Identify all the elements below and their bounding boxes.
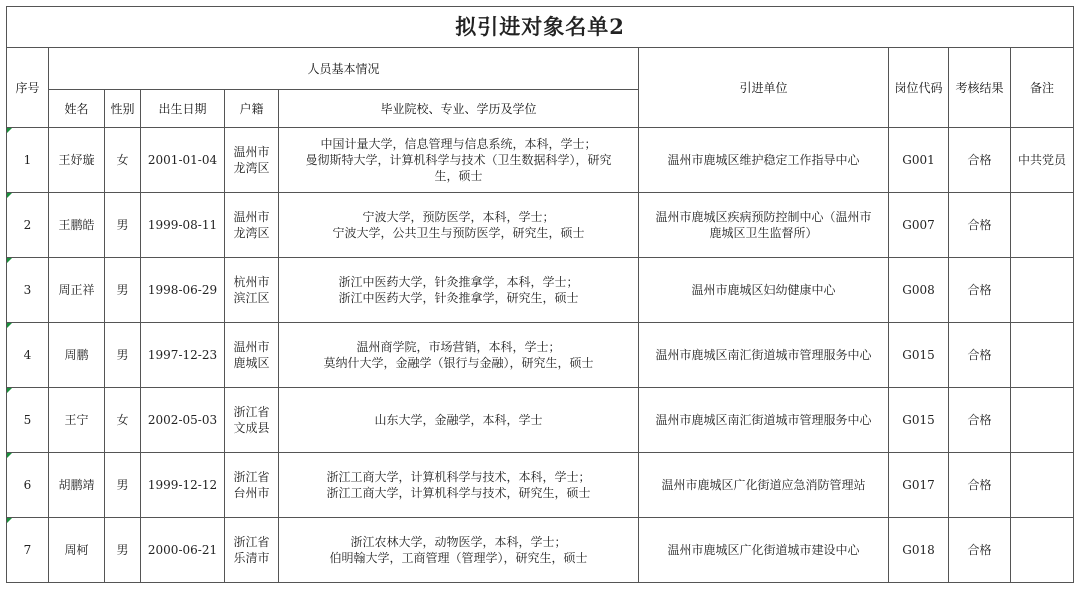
unit-cell bbox=[639, 193, 889, 258]
gender-cell: 男 bbox=[105, 518, 141, 583]
hukou-cell-line: 杭州市 bbox=[233, 275, 270, 289]
education-cell-line: 莫纳什大学，金融学（银行与金融），研究生，硕士 bbox=[323, 356, 594, 370]
post-code-cell: G017 bbox=[889, 453, 949, 518]
hukou-cell-line: 龙湾区 bbox=[233, 226, 270, 240]
table-row bbox=[7, 453, 1074, 518]
post-code-cell: G018 bbox=[889, 518, 949, 583]
education-cell-line: 曼彻斯特大学，计算机科学与技术（卫生数据科学），研究 bbox=[305, 153, 612, 167]
result-cell: 合格 bbox=[949, 128, 1011, 193]
header-education: 毕业院校、专业、学历及学位 bbox=[279, 90, 639, 128]
result-cell: 合格 bbox=[949, 518, 1011, 583]
header-post-code: 岗位代码 bbox=[889, 48, 949, 128]
hukou-cell-line: 龙湾区 bbox=[233, 161, 270, 175]
unit-cell-line: 温州市鹿城区南汇街道城市管理服务中心 bbox=[655, 413, 872, 427]
hukou-cell-line: 浙江省 bbox=[233, 405, 270, 419]
hukou-cell bbox=[225, 128, 279, 193]
unit-cell bbox=[639, 323, 889, 388]
post-code-cell: G001 bbox=[889, 128, 949, 193]
name-cell: 周柯 bbox=[49, 518, 105, 583]
candidate-table bbox=[6, 6, 1074, 583]
birth-date-cell: 2000-06-21 bbox=[141, 518, 225, 583]
education-cell bbox=[279, 258, 639, 323]
education-cell bbox=[279, 518, 639, 583]
education-cell bbox=[279, 128, 639, 193]
hukou-cell-line: 浙江省 bbox=[233, 470, 270, 484]
unit-cell bbox=[639, 128, 889, 193]
post-code-cell: G015 bbox=[889, 323, 949, 388]
hukou-cell bbox=[225, 193, 279, 258]
birth-date-cell: 1999-08-11 bbox=[141, 193, 225, 258]
unit-cell bbox=[639, 388, 889, 453]
name-cell: 周鹏 bbox=[49, 323, 105, 388]
education-cell-line: 伯明翰大学，工商管理（管理学），研究生，硕士 bbox=[329, 551, 588, 565]
hukou-cell bbox=[225, 388, 279, 453]
gender-cell: 女 bbox=[105, 388, 141, 453]
remark-cell bbox=[1011, 453, 1074, 518]
unit-cell-line: 鹿城区卫生监督所） bbox=[709, 226, 818, 240]
post-code-cell: G007 bbox=[889, 193, 949, 258]
seq-cell: 7 bbox=[7, 518, 49, 583]
unit-cell bbox=[639, 258, 889, 323]
hukou-cell bbox=[225, 258, 279, 323]
spreadsheet-document bbox=[6, 6, 1073, 593]
education-cell-line: 中国计量大学，信息管理与信息系统，本科，学士； bbox=[320, 137, 597, 151]
post-code-cell: G015 bbox=[889, 388, 949, 453]
birth-date-cell: 2002-05-03 bbox=[141, 388, 225, 453]
education-cell-line: 浙江中医药大学，针灸推拿学，本科，学士； bbox=[338, 275, 579, 289]
unit-cell bbox=[639, 518, 889, 583]
education-cell-line: 浙江中医药大学，针灸推拿学，研究生，硕士 bbox=[338, 291, 579, 305]
remark-cell: 中共党员 bbox=[1011, 128, 1074, 193]
birth-date-cell: 1998-06-29 bbox=[141, 258, 225, 323]
result-cell: 合格 bbox=[949, 453, 1011, 518]
table-row bbox=[7, 323, 1074, 388]
remark-cell bbox=[1011, 323, 1074, 388]
header-unit: 引进单位 bbox=[639, 48, 889, 128]
table-row bbox=[7, 128, 1074, 193]
name-cell: 胡鹏靖 bbox=[49, 453, 105, 518]
unit-cell-line: 温州市鹿城区广化街道应急消防管理站 bbox=[661, 478, 866, 492]
seq-cell: 2 bbox=[7, 193, 49, 258]
header-basic-info: 人员基本情况 bbox=[49, 48, 639, 90]
remark-cell bbox=[1011, 193, 1074, 258]
table-row bbox=[7, 518, 1074, 583]
education-cell bbox=[279, 323, 639, 388]
table-row bbox=[7, 258, 1074, 323]
hukou-cell bbox=[225, 453, 279, 518]
seq-cell: 1 bbox=[7, 128, 49, 193]
education-cell bbox=[279, 453, 639, 518]
header-remark: 备注 bbox=[1011, 48, 1074, 128]
seq-cell: 4 bbox=[7, 323, 49, 388]
unit-cell-line: 温州市鹿城区疾病预防控制中心（温州市 bbox=[655, 210, 872, 224]
unit-cell-line: 温州市鹿城区维护稳定工作指导中心 bbox=[667, 153, 860, 167]
birth-date-cell: 2001-01-04 bbox=[141, 128, 225, 193]
remark-cell bbox=[1011, 388, 1074, 453]
gender-cell: 男 bbox=[105, 258, 141, 323]
seq-cell: 3 bbox=[7, 258, 49, 323]
hukou-cell-line: 浙江省 bbox=[233, 535, 270, 549]
unit-cell-line: 温州市鹿城区南汇街道城市管理服务中心 bbox=[655, 348, 872, 362]
header-name: 姓名 bbox=[49, 90, 105, 128]
hukou-cell bbox=[225, 323, 279, 388]
birth-date-cell: 1999-12-12 bbox=[141, 453, 225, 518]
hukou-cell-line: 温州市 bbox=[233, 340, 270, 354]
unit-cell-line: 温州市鹿城区广化街道城市建设中心 bbox=[667, 543, 860, 557]
hukou-cell-line: 台州市 bbox=[233, 486, 270, 500]
education-cell-line: 宁波大学，预防医学，本科，学士； bbox=[362, 210, 555, 224]
education-cell-line: 山东大学，金融学，本科，学士 bbox=[374, 413, 543, 427]
post-code-cell: G008 bbox=[889, 258, 949, 323]
hukou-cell bbox=[225, 518, 279, 583]
unit-cell bbox=[639, 453, 889, 518]
header-seq: 序号 bbox=[7, 48, 49, 128]
education-cell-line: 浙江工商大学，计算机科学与技术，研究生，硕士 bbox=[326, 486, 591, 500]
name-cell: 王鹏皓 bbox=[49, 193, 105, 258]
hukou-cell-line: 温州市 bbox=[233, 145, 270, 159]
education-cell bbox=[279, 388, 639, 453]
hukou-cell-line: 乐清市 bbox=[233, 551, 270, 565]
gender-cell: 男 bbox=[105, 323, 141, 388]
birth-date-cell: 1997-12-23 bbox=[141, 323, 225, 388]
document-title: 拟引进对象名单2 bbox=[7, 7, 1074, 48]
header-birth: 出生日期 bbox=[141, 90, 225, 128]
table-row bbox=[7, 193, 1074, 258]
gender-cell: 男 bbox=[105, 193, 141, 258]
education-cell bbox=[279, 193, 639, 258]
name-cell: 王宁 bbox=[49, 388, 105, 453]
education-cell-line: 温州商学院，市场营销，本科，学士； bbox=[356, 340, 561, 354]
education-cell-line: 浙江工商大学，计算机科学与技术，本科，学士； bbox=[326, 470, 591, 484]
hukou-cell-line: 文成县 bbox=[233, 421, 270, 435]
header-result: 考核结果 bbox=[949, 48, 1011, 128]
hukou-cell-line: 滨江区 bbox=[233, 291, 270, 305]
header-gender: 性别 bbox=[105, 90, 141, 128]
seq-cell: 6 bbox=[7, 453, 49, 518]
table-row bbox=[7, 388, 1074, 453]
hukou-cell-line: 鹿城区 bbox=[233, 356, 270, 370]
gender-cell: 女 bbox=[105, 128, 141, 193]
hukou-cell-line: 温州市 bbox=[233, 210, 270, 224]
name-cell: 周正祥 bbox=[49, 258, 105, 323]
seq-cell: 5 bbox=[7, 388, 49, 453]
education-cell-line: 生，硕士 bbox=[434, 169, 483, 183]
result-cell: 合格 bbox=[949, 193, 1011, 258]
result-cell: 合格 bbox=[949, 323, 1011, 388]
result-cell: 合格 bbox=[949, 388, 1011, 453]
remark-cell bbox=[1011, 518, 1074, 583]
education-cell-line: 浙江农林大学，动物医学，本科，学士； bbox=[350, 535, 567, 549]
name-cell: 王妤璇 bbox=[49, 128, 105, 193]
education-cell-line: 宁波大学，公共卫生与预防医学，研究生，硕士 bbox=[332, 226, 585, 240]
gender-cell: 男 bbox=[105, 453, 141, 518]
result-cell: 合格 bbox=[949, 258, 1011, 323]
remark-cell bbox=[1011, 258, 1074, 323]
header-hukou: 户籍 bbox=[225, 90, 279, 128]
unit-cell-line: 温州市鹿城区妇幼健康中心 bbox=[691, 283, 836, 297]
